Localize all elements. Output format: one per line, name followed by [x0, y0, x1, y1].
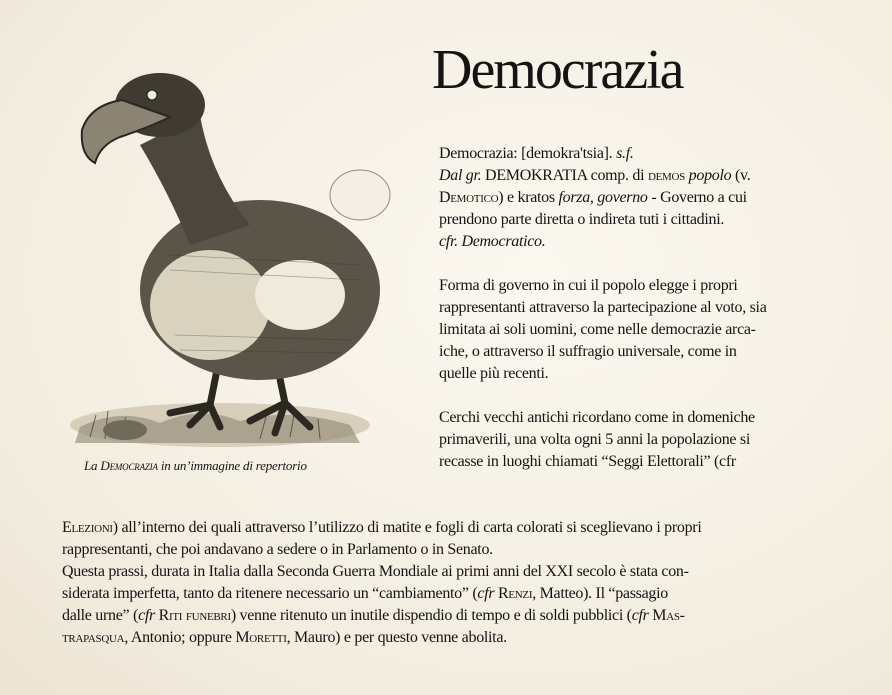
definition-line: Dal gr. DEMOKRATIA comp. di demos popolo (v.	[439, 167, 751, 184]
paragraph-line: Cerchi vecchi antichi ricordano come in domeniche	[439, 409, 755, 426]
page-title: Democrazia	[432, 39, 683, 101]
definition-column	[439, 143, 849, 473]
paragraph-line: rappresentanti, che poi andavano a sedere o in Parlamento o in Senato.	[62, 541, 493, 558]
definition-line: prendono parte diretta o indireta tuti i cittadini.	[439, 211, 725, 228]
paragraph-line: limitata ai soli uomini, come nelle democrazie arca-	[439, 321, 756, 338]
wide-text-block	[62, 517, 822, 649]
definition-line: cfr. Democratico.	[439, 233, 546, 250]
definition-line: Demotico) e kratos forza, governo - Governo a cui	[439, 189, 747, 206]
paragraph-line: Questa prassi, durata in Italia dalla Seconda Guerra Mondiale ai primi anni del XXI secolo è stata con-	[62, 563, 689, 580]
paragraph-line: siderata imperfetta, tanto da ritenere necessario un “cambiamento” (cfr Renzi, Matteo). Il “passagio	[62, 585, 668, 602]
paragraph-line: primaverili, una volta ogni 5 anni la popolazione si	[439, 431, 750, 448]
paragraph-line: recasse in luoghi chiamati “Seggi Elettorali” (cfr	[439, 453, 736, 470]
paragraph-line: Elezioni) all’interno dei quali attraverso l’utilizzo di matite e fogli di carta colorati si sceglievano i propri	[62, 519, 702, 536]
dodo-bird-engraving-icon	[60, 55, 420, 455]
paragraph-line: trapasqua, Antonio; oppure Moretti, Mauro) e per questo venne abolita.	[62, 629, 507, 646]
paragraph-line: iche, o attraverso il suffragio universale, come in	[439, 343, 737, 360]
paragraph-line: rappresentanti attraverso la partecipazione al voto, sia	[439, 299, 767, 316]
image-caption: La Democrazia in un’immagine di repertorio	[84, 458, 307, 473]
paragraph-line: quelle più recenti.	[439, 365, 549, 382]
paragraph-line: dalle urne” (cfr Riti funebri) venne ritenuto un inutile dispendio di tempo e di soldi pubblici (cfr Mas-	[62, 607, 685, 624]
paragraph-line: Forma di governo in cui il popolo elegge i propri	[439, 277, 738, 294]
definition-line: Democrazia: [demokra'tsia]. s.f.	[439, 145, 634, 162]
